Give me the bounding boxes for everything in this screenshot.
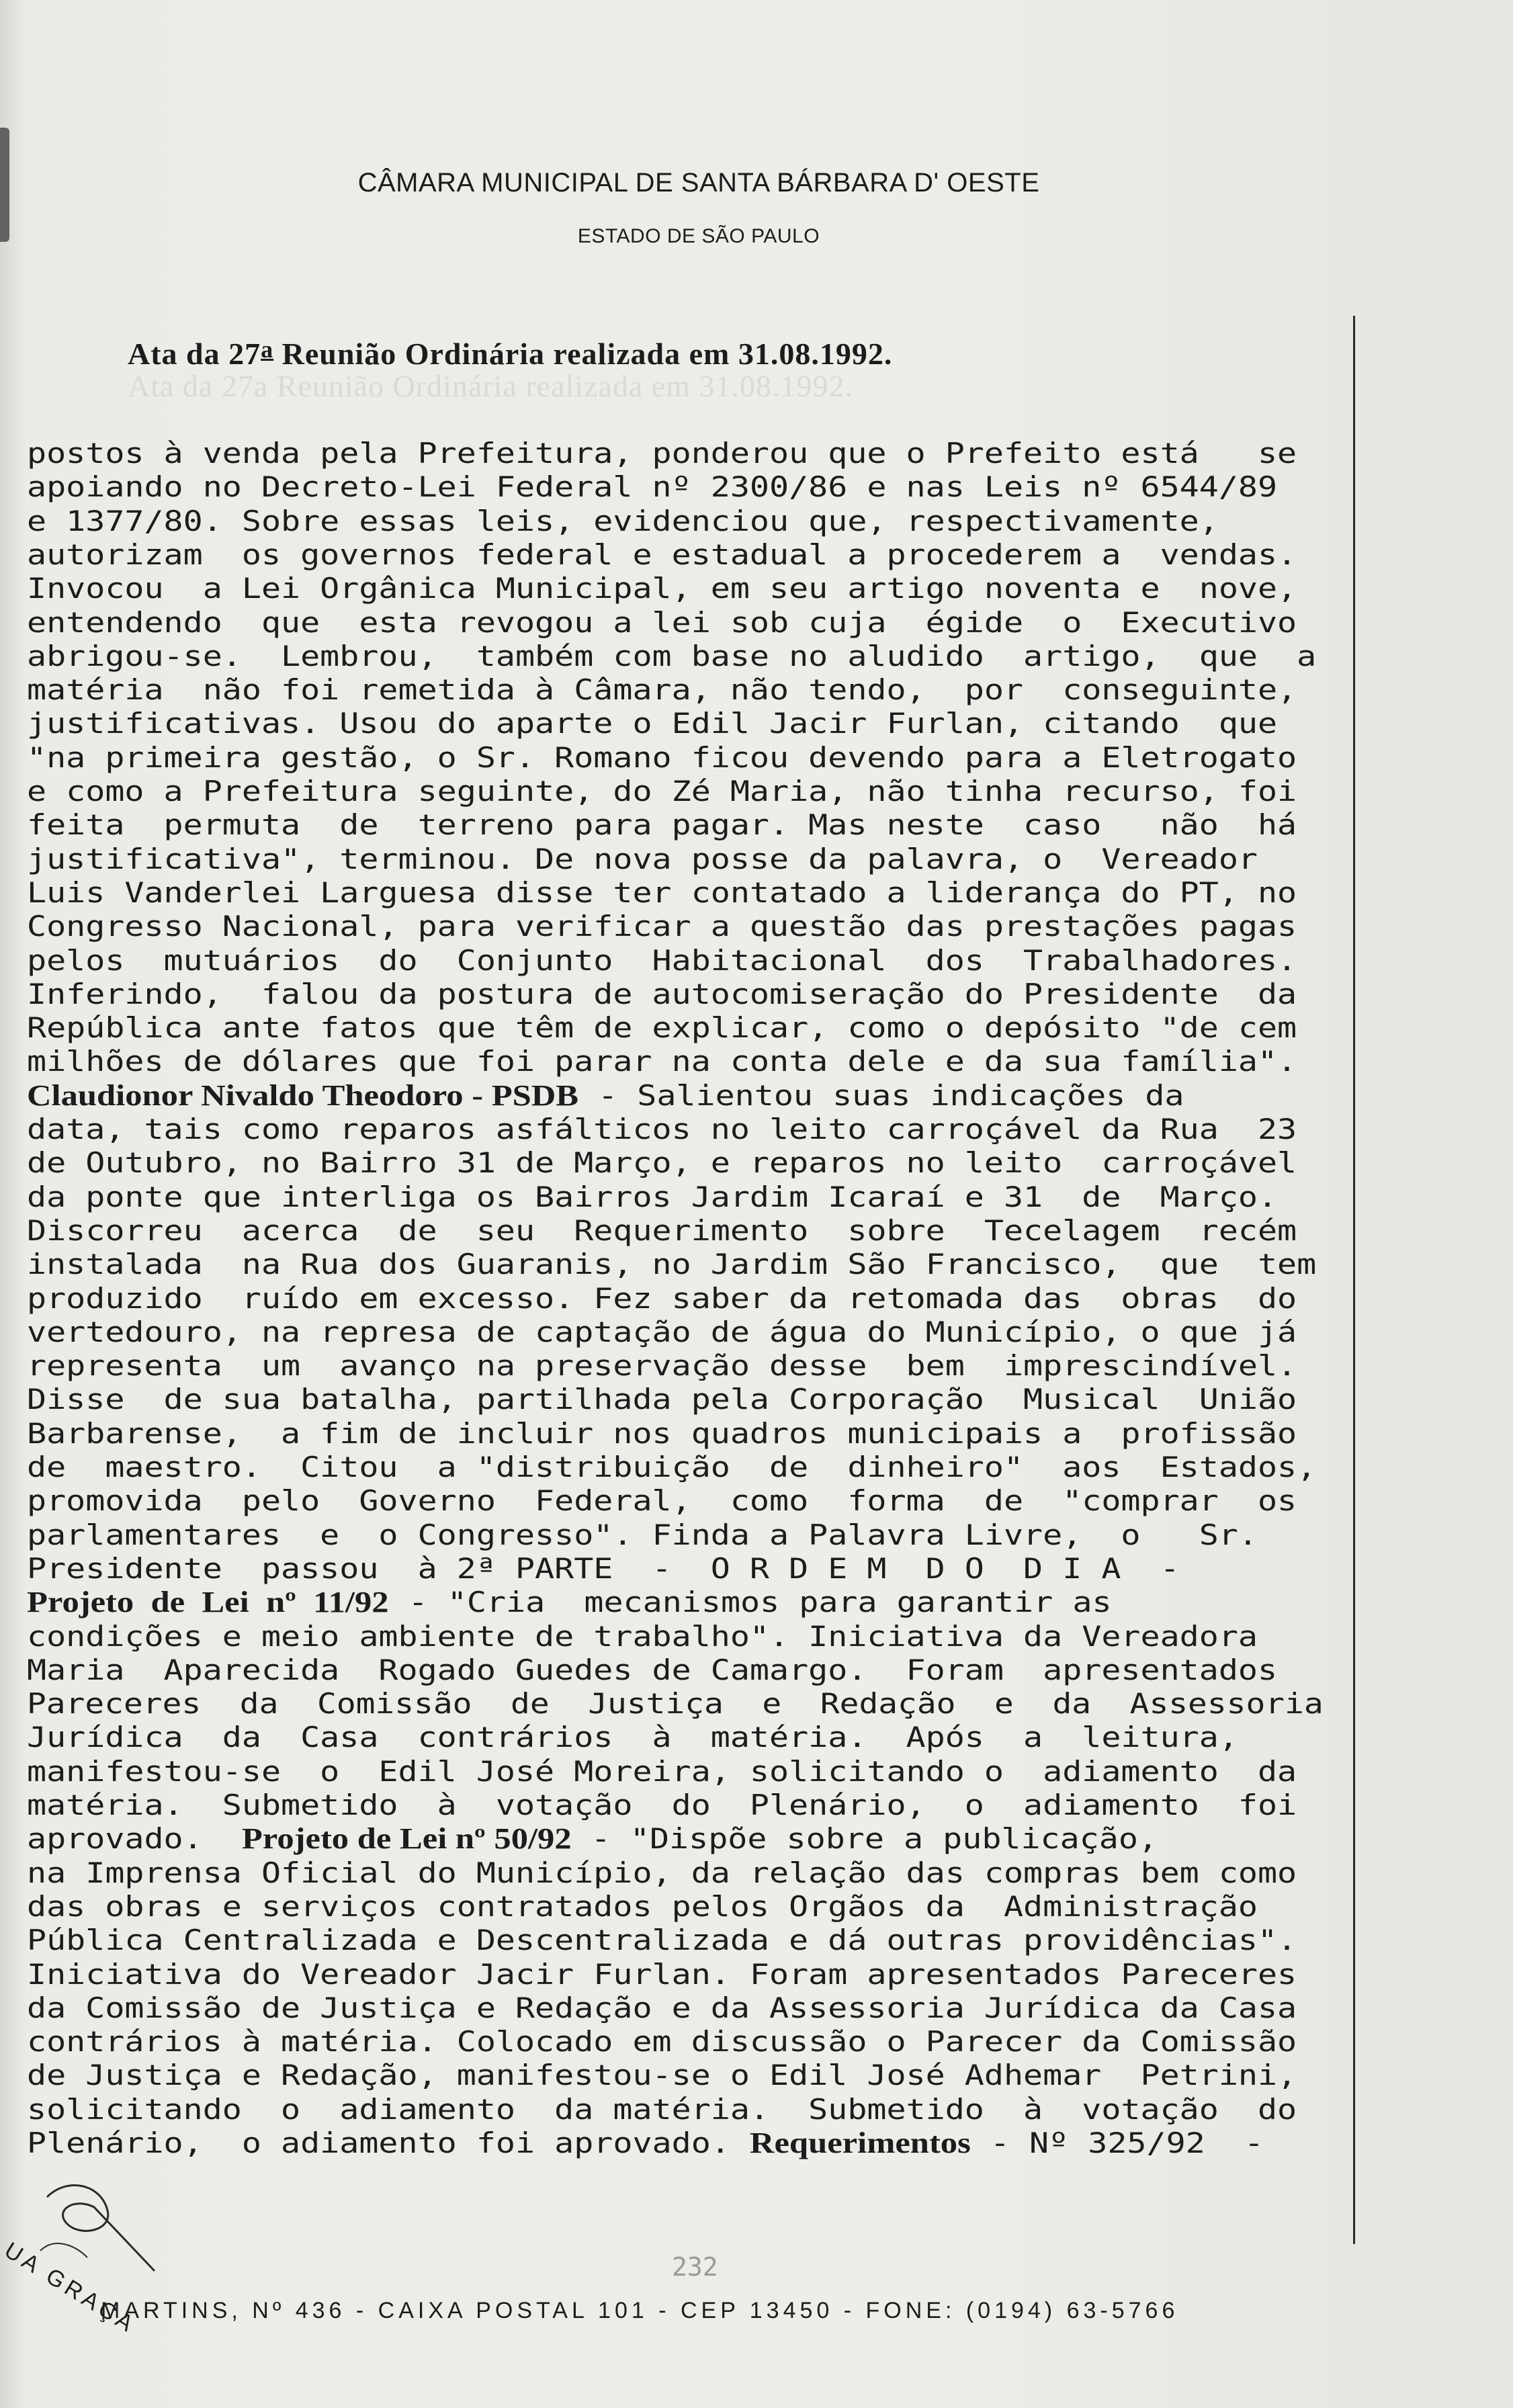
text-line: autorizam os governos federal e estadual a procederem a vendas.: [27, 538, 1297, 571]
right-margin-rule: [1353, 316, 1355, 2244]
text-line: feita permuta de terreno para pagar. Mas neste caso não há: [27, 808, 1297, 841]
text-line: matéria. Submetido à votação do Plenário, o adiamento foi: [27, 1789, 1297, 1821]
letterhead-subtitle: ESTADO DE SÃO PAULO: [577, 225, 820, 247]
letterhead-title: CÂMARA MUNICIPAL DE SANTA BÁRBARA D' OESTE: [357, 168, 1040, 198]
text-line: de Outubro, no Bairro 31 de Março, e reparos no leito carroçável: [27, 1146, 1297, 1179]
text-line: representa um avanço na preservação desse bem imprescindível.: [27, 1349, 1297, 1382]
heading-bleed-through: Ata da 27a Reunião Ordinária realizada em 31.08.1992.: [128, 369, 853, 403]
text-line: Projeto de Lei nº 11/92 - "Cria mecanismos para garantir as: [27, 1586, 1112, 1619]
document-heading: [128, 336, 892, 372]
text-line: Disse de sua batalha, partilhada pela Corporação Musical União: [27, 1383, 1297, 1416]
text-line: parlamentares e o Congresso". Finda a Palavra Livre, o Sr.: [27, 1518, 1258, 1551]
text-line: Congresso Nacional, para verificar a questão das prestações pagas: [27, 910, 1297, 943]
text-line: promovida pelo Governo Federal, como forma de "comprar os: [27, 1484, 1297, 1517]
text-line: de maestro. Citou a "distribuição de dinheiro" aos Estados,: [27, 1451, 1317, 1484]
text-line: Plenário, o adiamento foi aprovado. Requerimentos - Nº 325/92 -: [27, 2126, 1264, 2159]
text-line: abrigou-se. Lembrou, também com base no aludido artigo, que a: [27, 640, 1317, 673]
text-line: produzido ruído em excesso. Fez saber da retomada das obras do: [27, 1282, 1297, 1315]
text-line: Iniciativa do Vereador Jacir Furlan. Foram apresentados Pareceres: [27, 1958, 1297, 1991]
text-line: Discorreu acerca de seu Requerimento sobre Tecelagem recém: [27, 1214, 1297, 1247]
text-line: vertedouro, na represa de captação de água do Município, o que já: [27, 1316, 1297, 1348]
text-line: Presidente passou à 2ª PARTE - O R D E M D O D I A -: [27, 1552, 1180, 1585]
text-line: Claudionor Nivaldo Theodoro - PSDB - Salientou suas indicações da: [27, 1079, 1184, 1112]
text-line: Invocou a Lei Orgânica Municipal, em seu artigo noventa e nove,: [27, 572, 1297, 605]
text-line: apoiando no Decreto-Lei Federal nº 2300/86 e nas Leis nº 6544/89: [27, 470, 1278, 503]
text-line: postos à venda pela Prefeitura, ponderou que o Prefeito está se: [27, 437, 1297, 470]
text-line: da ponte que interliga os Bairros Jardim Icaraí e 31 de Março.: [27, 1180, 1278, 1213]
text-line: Pareceres da Comissão de Justiça e Redação e da Assessoria: [27, 1687, 1324, 1720]
text-line: justificativas. Usou do aparte o Edil Jacir Furlan, citando que: [27, 707, 1278, 740]
text-line: e 1377/80. Sobre essas leis, evidenciou que, respectivamente,: [27, 505, 1219, 538]
text-line: justificativa", terminou. De nova posse da palavra, o Vereador: [27, 843, 1258, 875]
text-line: República ante fatos que têm de explicar, como o depósito "de cem: [27, 1011, 1297, 1044]
text-line: de Justiça e Redação, manifestou-se o Edil José Adhemar Petrini,: [27, 2059, 1297, 2092]
text-line: Inferindo, falou da postura de autocomiseração do Presidente da: [27, 978, 1297, 1010]
text-line: e como a Prefeitura seguinte, do Zé Maria, não tinha recurso, foi: [27, 775, 1297, 808]
text-line: Jurídica da Casa contrários à matéria. Após a leitura,: [27, 1721, 1238, 1754]
text-line: instalada na Rua dos Guaranis, no Jardim São Francisco, que tem: [27, 1248, 1317, 1281]
text-line: contrários à matéria. Colocado em discussão o Parecer da Comissão: [27, 2025, 1297, 2058]
text-line: milhões de dólares que foi parar na conta dele e da sua família".: [27, 1045, 1297, 1078]
page-number: 232: [672, 2252, 718, 2282]
text-line: aprovado. Projeto de Lei nº 50/92 - "Dispõe sobre a publicação,: [27, 1822, 1158, 1855]
text-line: Maria Aparecida Rogado Guedes de Camargo. Foram apresentados: [27, 1653, 1278, 1686]
text-line: Pública Centralizada e Descentralizada e dá outras providências".: [27, 1924, 1297, 1956]
text-line: data, tais como reparos asfálticos no leito carroçável da Rua 23: [27, 1113, 1297, 1146]
text-line: das obras e serviços contratados pelos Orgãos da Administração: [27, 1890, 1258, 1923]
text-line: pelos mutuários do Conjunto Habitacional dos Trabalhadores.: [27, 944, 1297, 977]
footer-address: MARTINS, Nº 436 - CAIXA POSTAL 101 - CEP 13450 - FONE: (0194) 63-5766: [101, 2298, 1179, 2323]
text-line: da Comissão de Justiça e Redação e da Assessoria Jurídica da Casa: [27, 1991, 1297, 2024]
text-line: Barbarense, a fim de incluir nos quadros municipais a profissão: [27, 1417, 1297, 1450]
text-line: matéria não foi remetida à Câmara, não tendo, por conseguinte,: [27, 673, 1297, 706]
heading-prefix: Ata da 27: [128, 337, 261, 371]
text-line: entendendo que esta revogou a lei sob cuja égide o Executivo: [27, 606, 1297, 639]
text-line: Luis Vanderlei Larguesa disse ter contatado a liderança do PT, no: [27, 876, 1297, 909]
text-line: na Imprensa Oficial do Município, da relação das compras bem como: [27, 1856, 1297, 1889]
heading-ordinal-superscript: a: [261, 336, 274, 363]
footer-address-curved: UA GRAÇA: [0, 2237, 141, 2339]
text-line: condições e meio ambiente de trabalho". Iniciativa da Vereadora: [27, 1620, 1258, 1653]
text-line: solicitando o adiamento da matéria. Submetido à votação do: [27, 2093, 1297, 2126]
text-line: manifestou-se o Edil José Moreira, solicitando o adiamento da: [27, 1755, 1297, 1788]
text-line: "na primeira gestão, o Sr. Romano ficou devendo para a Eletrogato: [27, 741, 1297, 774]
heading-suffix: Reunião Ordinária realizada em 31.08.1992.: [273, 337, 893, 371]
